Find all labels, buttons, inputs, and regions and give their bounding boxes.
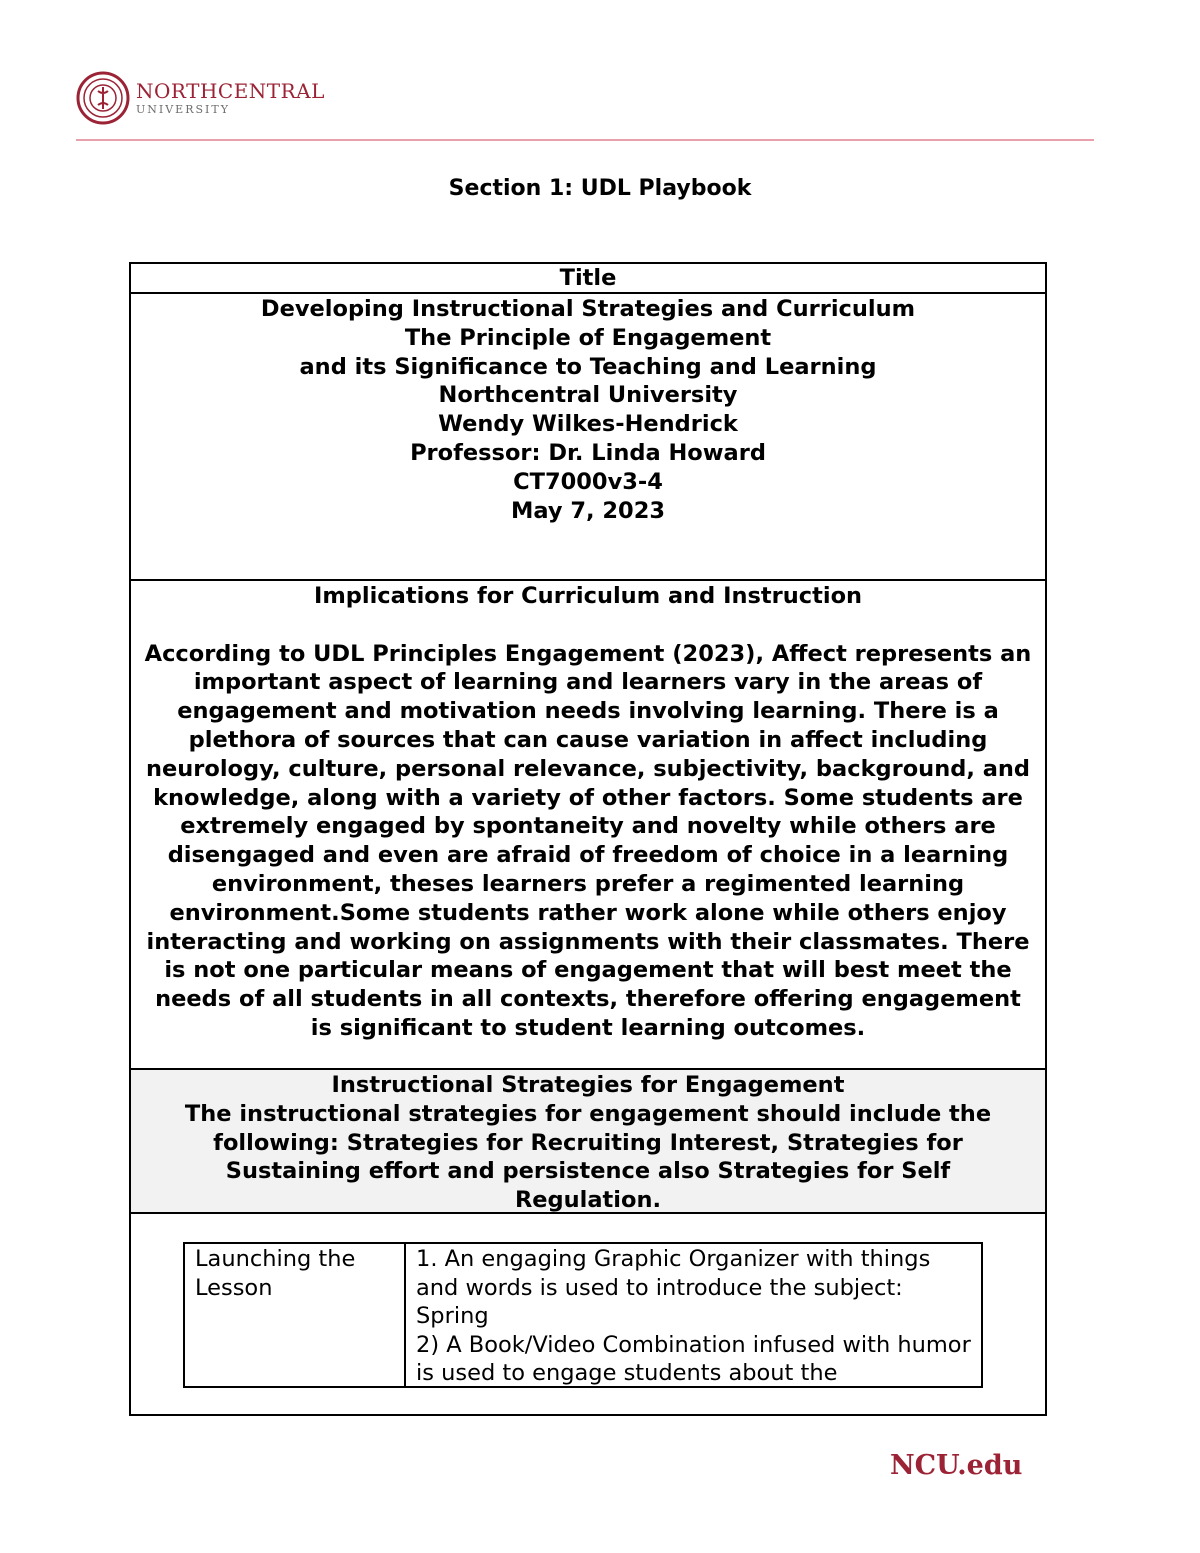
title-line: Developing Instructional Strategies and Curriculum xyxy=(260,296,916,322)
university-seal-icon xyxy=(76,71,130,125)
footer-brand: NCU.edu xyxy=(890,1450,1023,1481)
implications-heading: Implications for Curriculum and Instruction xyxy=(313,583,863,609)
implications-text: According to UDL Principles Engagement (2023), Affect represents an important aspect of learning and learners vary in the areas of engagement and motivation needs involving learning. There is a plethora of sources that can cause variation in affect including neurology, culture, personal relevance, subjectivity, background, and knowledge, along with a variety of other factors. Some students are extremely engaged by spontaneity and novelty while others are disengaged and even are afraid of freedom of choice in a learning environment, theses learners prefer a regimented learning environment.Some students rather work alone while others enjoy interacting and working on assignments with their classmates. There is not one particular means of engagement that will best meet the needs of all students in all contexts, therefore offering engagement is significant to student learning outcomes. xyxy=(144,640,1032,1041)
logo-subtitle: UNIVERSITY xyxy=(136,103,230,116)
lesson-table xyxy=(183,1242,983,1388)
title-line: Northcentral University xyxy=(438,382,738,409)
title-header-cell: Title xyxy=(131,264,1045,294)
title-line: The Principle of Engagement xyxy=(404,324,772,351)
implications-cell xyxy=(131,581,1045,1070)
lesson-items xyxy=(406,1244,981,1386)
title-line: Professor: Dr. Linda Howard xyxy=(410,439,766,466)
lesson-item: 2) A Book/Video Combination infused with humor is used to engage students about the xyxy=(416,1331,971,1386)
title-line: Wendy Wilkes-Hendrick xyxy=(438,411,738,438)
strategies-cell xyxy=(131,1070,1045,1214)
lesson-item: 1. An engaging Graphic Organizer with things and words is used to introduce the subject: Spring xyxy=(416,1246,931,1329)
title-body-cell xyxy=(131,294,1045,581)
section-title: Section 1: UDL Playbook xyxy=(448,176,752,201)
playbook-table xyxy=(129,262,1047,1416)
lesson-cell xyxy=(131,1214,1045,1414)
strategies-text: The instructional strategies for engagement should include the following: Strategies for Recruiting Interest, Strategies for Sustaining effort and persistence also Strategies for Self Regulation. xyxy=(184,1100,992,1214)
strategies-heading: Instructional Strategies for Engagement xyxy=(331,1072,845,1098)
university-logo xyxy=(76,68,325,128)
lesson-label: Launching the Lesson xyxy=(185,1244,406,1386)
title-line: May 7, 2023 xyxy=(510,497,666,524)
logo-name: NORTHCENTRAL xyxy=(136,79,325,103)
title-line: CT7000v3-4 xyxy=(513,468,663,495)
title-line: and its Significance to Teaching and Learning xyxy=(299,353,877,380)
header-divider xyxy=(76,139,1094,141)
